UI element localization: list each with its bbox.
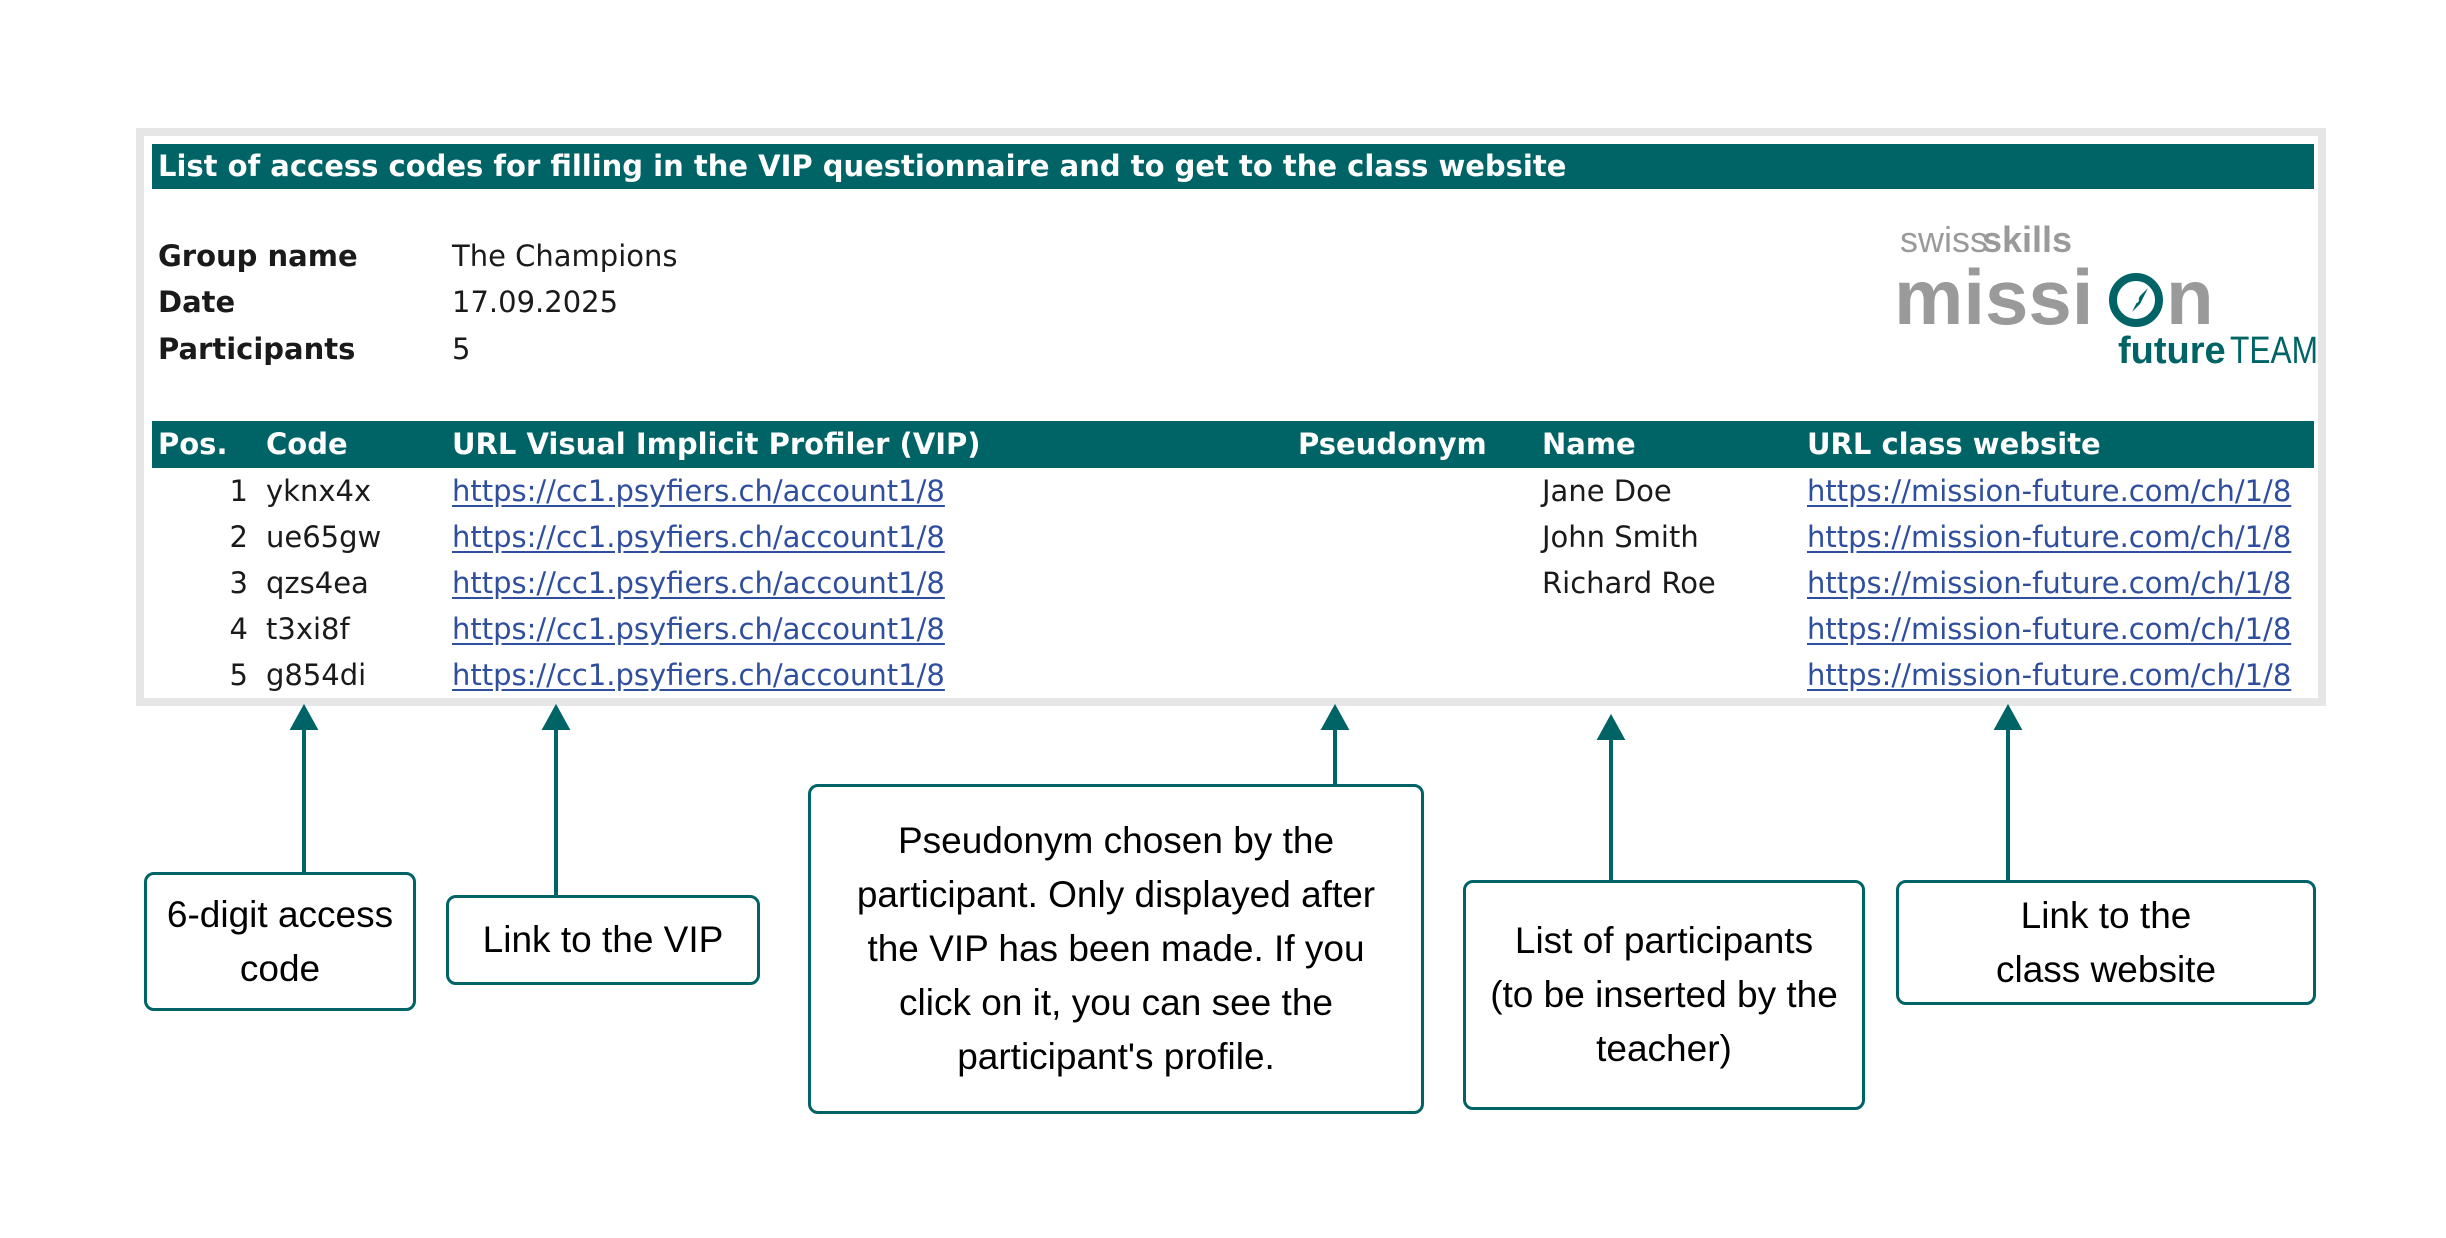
row-name: Richard Roe [1542, 566, 1716, 600]
col-vip-url: URL Visual Implicit Profiler (VIP) [452, 427, 981, 461]
vip-link[interactable]: https://cc1.psyfiers.ch/account1/8 [452, 566, 945, 600]
logo-skills-text: skills [1982, 219, 2073, 260]
participants-label: Participants [158, 332, 356, 366]
row-pos: 4 [229, 612, 248, 646]
row-code: t3xi8f [266, 612, 350, 646]
arrow-code [293, 708, 315, 872]
row-code: g854di [266, 658, 367, 692]
date-label: Date [158, 285, 236, 319]
callout-access-code: 6-digit access code [144, 872, 416, 1011]
row-pos: 2 [229, 520, 248, 554]
col-pseudonym: Pseudonym [1298, 427, 1487, 461]
callout-vip-link: Link to the VIP [446, 895, 760, 985]
row-name: John Smith [1542, 520, 1699, 554]
vip-link[interactable]: https://cc1.psyfiers.ch/account1/8 [452, 474, 945, 508]
class-website-link[interactable]: https://mission-future.com/ch/1/8 [1807, 566, 2292, 600]
col-class-url: URL class website [1807, 427, 2101, 461]
row-code: qzs4ea [266, 566, 369, 600]
vip-link[interactable]: https://cc1.psyfiers.ch/account1/8 [452, 520, 945, 554]
logo-mission-end-text: n [2166, 253, 2214, 341]
vip-link[interactable]: https://cc1.psyfiers.ch/account1/8 [452, 612, 945, 646]
logo-future-text: future [2118, 330, 2226, 372]
class-website-link[interactable]: https://mission-future.com/ch/1/8 [1807, 612, 2292, 646]
logo-mission-text: missi [1894, 253, 2094, 341]
col-pos: Pos. [158, 427, 228, 461]
sheet-title: List of access codes for filling in the VIP questionnaire and to get to the class website [152, 144, 2314, 189]
col-code: Code [266, 427, 348, 461]
arrow-name [1600, 718, 1622, 880]
arrow-website [1997, 708, 2019, 880]
col-name: Name [1542, 427, 1636, 461]
class-website-link[interactable]: https://mission-future.com/ch/1/8 [1807, 474, 2292, 508]
arrow-vip [545, 708, 567, 895]
group-name-label: Group name [158, 239, 358, 273]
callout-pseudonym: Pseudonym chosen by the participant. Only displayed after the VIP has been made. If you click on it, you can see the participant's profile. [808, 784, 1424, 1114]
callout-class-website: Link to the class website [1896, 880, 2316, 1005]
row-pos: 5 [229, 658, 248, 692]
row-pos: 3 [229, 566, 248, 600]
logo-swiss-text: swiss [1900, 219, 1988, 260]
row-pos: 1 [229, 474, 248, 508]
callout-participants-list: List of participants (to be inserted by the teacher) [1463, 880, 1865, 1110]
row-code: ue65gw [266, 520, 382, 554]
class-website-link[interactable]: https://mission-future.com/ch/1/8 [1807, 658, 2292, 692]
vip-link[interactable]: https://cc1.psyfiers.ch/account1/8 [452, 658, 945, 692]
arrow-pseudonym [1324, 708, 1346, 784]
row-name: Jane Doe [1542, 474, 1672, 508]
logo-team-text: TEAM [2230, 330, 2318, 372]
date-value: 17.09.2025 [452, 285, 619, 319]
class-website-link[interactable]: https://mission-future.com/ch/1/8 [1807, 520, 2292, 554]
group-name-value: The Champions [452, 239, 678, 273]
row-code: yknx4x [266, 474, 372, 508]
participants-value: 5 [452, 332, 471, 366]
